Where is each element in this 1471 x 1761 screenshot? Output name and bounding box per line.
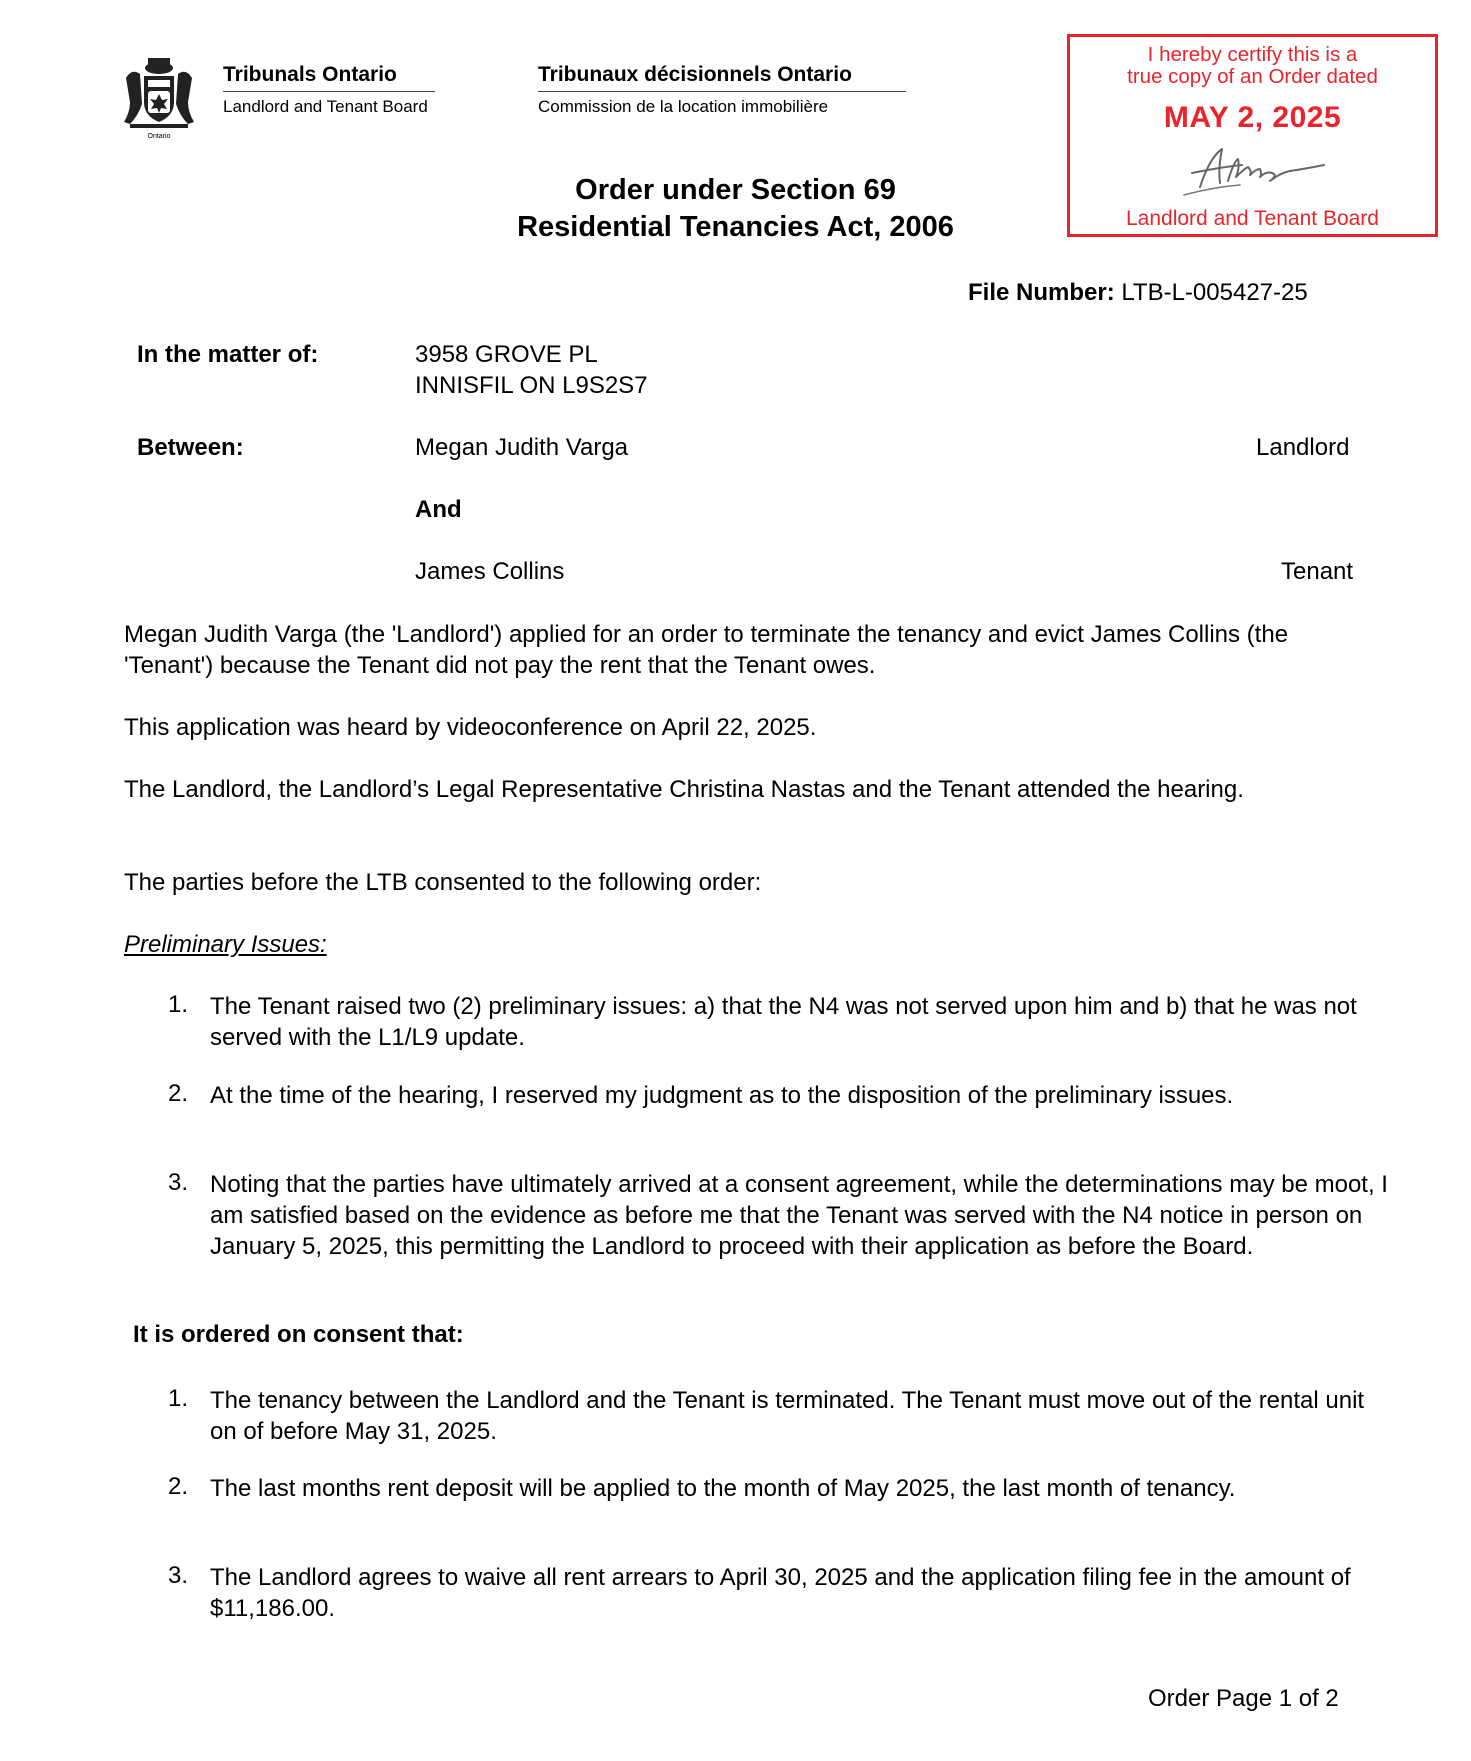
stamp-line-2: true copy of an Order dated <box>1127 65 1378 88</box>
tenant-role: Tenant <box>1281 558 1354 585</box>
preliminary-number: 2. <box>168 1080 189 1107</box>
matter-label: In the matter of: <box>137 341 319 368</box>
landlord-role: Landlord <box>1256 434 1350 461</box>
order-item: The Landlord agrees to waive all rent arrears to April 30, 2025 and the application filing fee in the amount of $11,186.00. <box>210 1564 1351 1622</box>
preliminary-item: At the time of the hearing, I reserved my judgment as to the disposition of the preliminary issues. <box>210 1082 1234 1109</box>
stamp-date: MAY 2, 2025 <box>1163 101 1342 134</box>
and-label: And <box>415 496 462 523</box>
preliminary-issues-heading: Preliminary Issues: <box>124 931 327 958</box>
paragraph-hearing: This application was heard by videoconference on April 22, 2025. <box>124 714 817 741</box>
paragraph-application: Megan Judith Varga (the 'Landlord') applied for an order to terminate the tenancy and evict James Collins (the 'Tenant') because the Tenant did not pay the rent that the Tenant owes. <box>124 621 1289 679</box>
order-title-line-2: Residential Tenancies Act, 2006 <box>517 211 954 243</box>
preliminary-number: 1. <box>168 991 189 1018</box>
paragraph-attendance: The Landlord, the Landlord’s Legal Representative Christina Nastas and the Tenant attended the hearing. <box>124 776 1244 803</box>
page-number: Order Page 1 of 2 <box>1148 1685 1339 1712</box>
between-label: Between: <box>137 434 244 461</box>
file-number-label: File Number: <box>968 279 1115 306</box>
order-number: 2. <box>168 1473 189 1500</box>
order-item: The tenancy between the Landlord and the Tenant is terminated. The Tenant must move out of the rental unit on of before May 31, 2025. <box>210 1387 1365 1445</box>
logo-caption: Ontario <box>147 133 171 140</box>
french-org-rule <box>538 91 906 92</box>
tenant-name: James Collins <box>415 558 565 585</box>
address-line-1: 3958 GROVE PL <box>415 341 598 368</box>
order-number: 1. <box>168 1385 189 1412</box>
stamp-footer: Landlord and Tenant Board <box>1126 207 1379 230</box>
ordered-heading: It is ordered on consent that: <box>133 1321 464 1348</box>
stamp-line-1: I hereby certify this is a <box>1147 43 1358 66</box>
paragraph-consent: The parties before the LTB consented to the following order: <box>124 869 762 896</box>
french-org-subtitle: Commission de la location immobilière <box>538 97 829 116</box>
address-line-2: INNISFIL ON L9S2S7 <box>415 372 648 399</box>
file-number-value: LTB-L-005427-25 <box>1121 279 1308 306</box>
preliminary-number: 3. <box>168 1169 189 1196</box>
english-org-rule <box>223 91 435 92</box>
order-number: 3. <box>168 1562 189 1589</box>
french-org-name: Tribunaux décisionnels Ontario <box>538 63 852 86</box>
preliminary-item: Noting that the parties have ultimately arrived at a consent agreement, while the determinations may be moot, I am satisfied based on the evidence as before me that the Tenant was served with the N4 notice in person on January 5, 2025, this permitting the Landlord to proceed with their application as before the Board. <box>210 1171 1388 1260</box>
file-number <box>968 279 1308 307</box>
preliminary-item: The Tenant raised two (2) preliminary issues: a) that the N4 was not served upon him and b) that he was not served with the L1/L9 update. <box>210 993 1357 1051</box>
ontario-coat-of-arms-logo <box>120 58 198 140</box>
order-item: The last months rent deposit will be applied to the month of May 2025, the last month of tenancy. <box>210 1475 1236 1502</box>
english-org-subtitle: Landlord and Tenant Board <box>223 97 428 116</box>
order-title-line-1: Order under Section 69 <box>575 174 896 206</box>
landlord-name: Megan Judith Varga <box>415 434 629 461</box>
english-org-name: Tribunals Ontario <box>223 63 397 86</box>
